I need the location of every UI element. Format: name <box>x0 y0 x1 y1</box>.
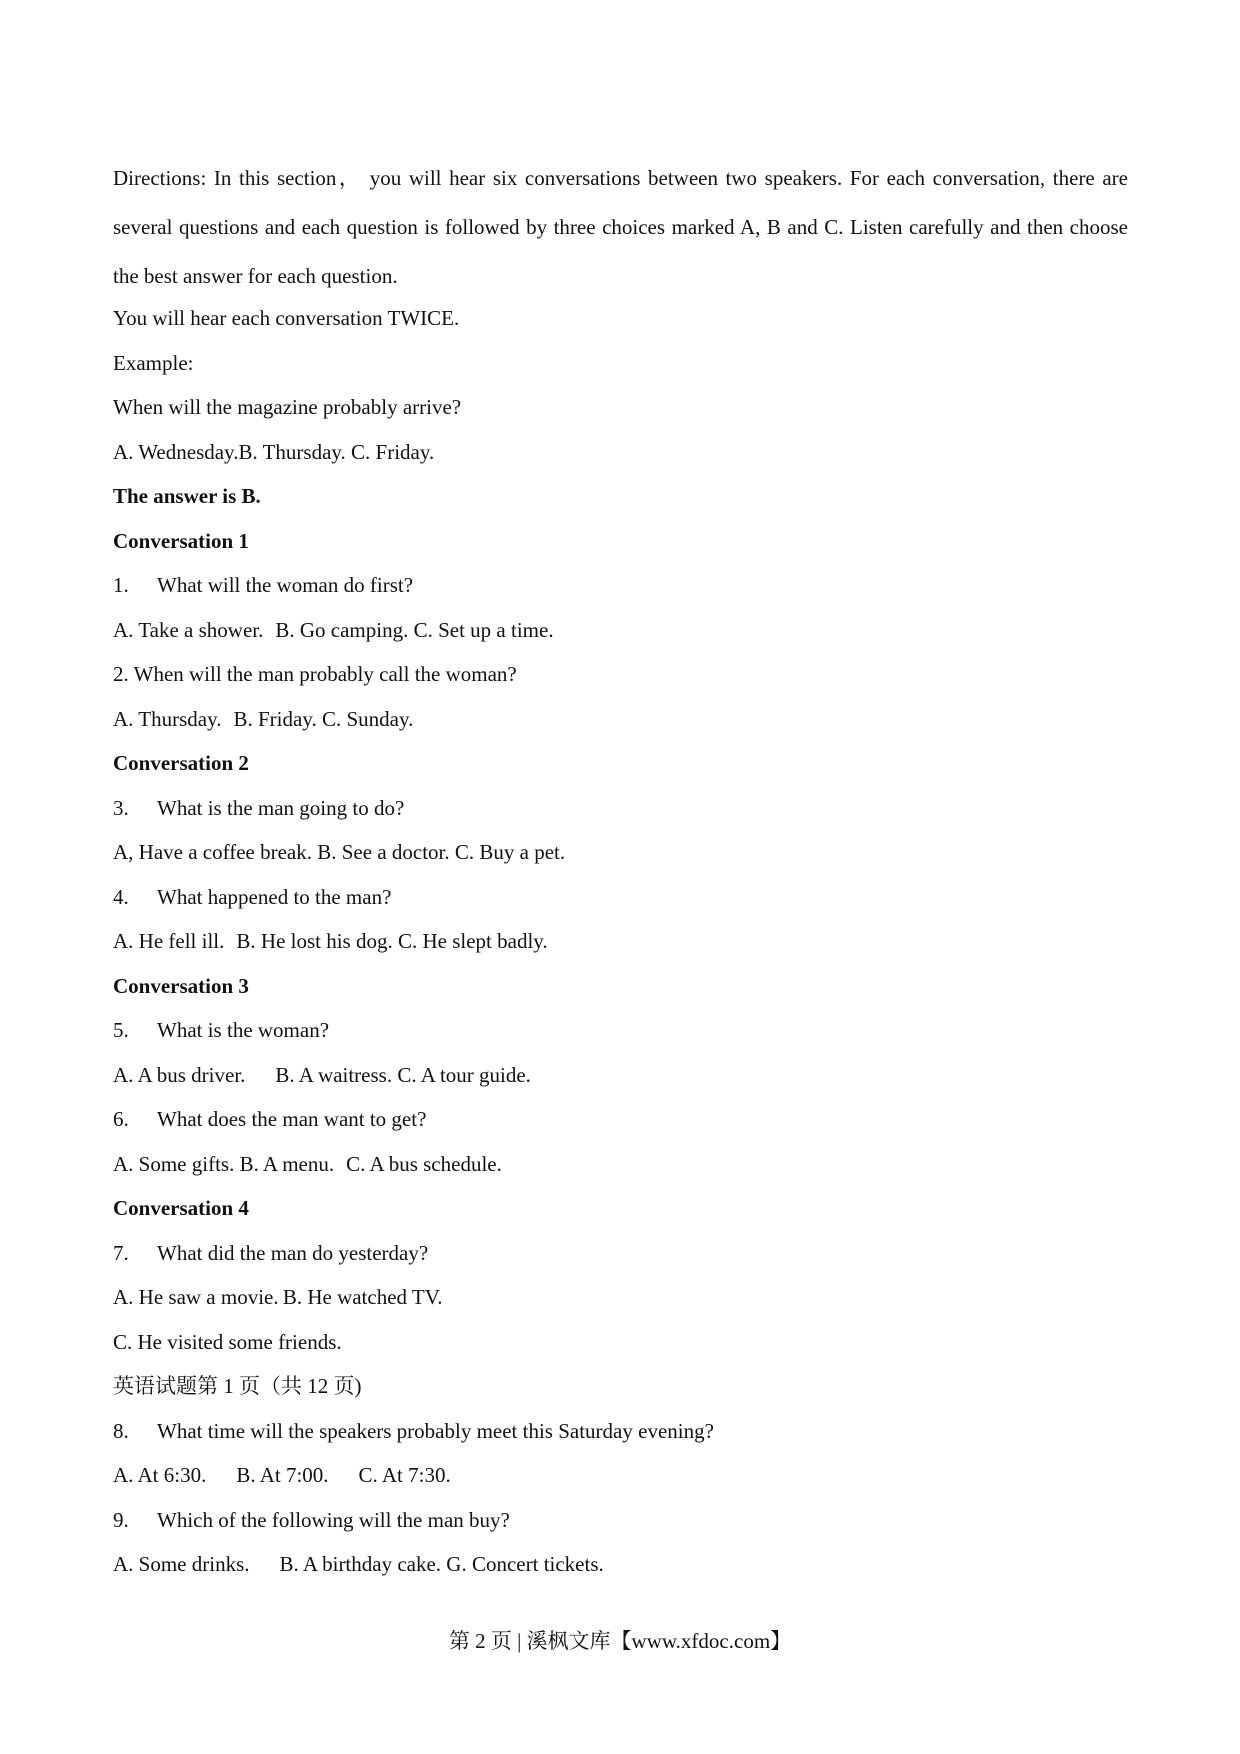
question-4 <box>113 882 391 912</box>
question-7 <box>113 1238 428 1268</box>
question-number: 3. <box>113 796 129 820</box>
question-text: What did the man do yesterday? <box>157 1241 429 1265</box>
question-number: 6. <box>113 1107 129 1131</box>
question-5 <box>113 1015 329 1045</box>
example-options: A. Wednesday.B. Thursday. C. Friday. <box>113 440 435 464</box>
question-text: Which of the following will the man buy? <box>157 1508 510 1532</box>
question-5-options <box>113 1060 531 1090</box>
question-text: What time will the speakers probably meet this Saturday evening? <box>157 1419 714 1443</box>
question-text: What happened to the man? <box>157 885 392 909</box>
question-2: 2. When will the man probably call the woman? <box>113 662 517 686</box>
option-bc: B. A waitress. C. A tour guide. <box>275 1063 531 1087</box>
conversation-3-heading: Conversation 3 <box>113 974 249 998</box>
option-a: A. Take a shower. <box>113 618 264 642</box>
question-number: 8. <box>113 1419 129 1443</box>
conversation-1-heading: Conversation 1 <box>113 529 249 553</box>
question-8 <box>113 1416 714 1446</box>
conversation-2-heading: Conversation 2 <box>113 751 249 775</box>
question-number: 4. <box>113 885 129 909</box>
question-7-options-2: C. He visited some friends. <box>113 1330 342 1354</box>
question-text: What is the man going to do? <box>157 796 405 820</box>
conversation-4-heading: Conversation 4 <box>113 1196 249 1220</box>
page-footer: 第 2 页 | 溪枫文库【www.xfdoc.com】 <box>448 1629 792 1653</box>
option-bc: B. Friday. C. Sunday. <box>233 707 414 731</box>
option-bc: B. A birthday cake. G. Concert tickets. <box>279 1552 604 1576</box>
directions-paragraph: Directions: In this section， you will hear six conversations between two speakers. For each conversation, there are several questions and each question is followed by three choices marked A, B and C. Listen carefully and then choose the best answer for each question. <box>113 166 1128 288</box>
example-answer: The answer is B. <box>113 484 261 508</box>
question-2-options <box>113 704 413 734</box>
option-c: C. A bus schedule. <box>346 1152 502 1176</box>
option-b: B. At 7:00. <box>236 1463 329 1487</box>
question-7-options-1: A. He saw a movie. B. He watched TV. <box>113 1285 443 1309</box>
question-text: What does the man want to get? <box>157 1107 427 1131</box>
question-number: 5. <box>113 1018 129 1042</box>
option-a: A. He fell ill. <box>113 929 225 953</box>
question-1 <box>113 570 413 600</box>
question-8-options <box>113 1460 451 1490</box>
option-bc: B. He lost his dog. C. He slept badly. <box>236 929 548 953</box>
option-a: A. At 6:30. <box>113 1463 207 1487</box>
option-a: A. A bus driver. <box>113 1063 246 1087</box>
question-text: What is the woman? <box>157 1018 330 1042</box>
question-text: What will the woman do first? <box>157 573 414 597</box>
page-marker: 英语试题第 1 页（共 12 页) <box>113 1374 362 1398</box>
example-label: Example: <box>113 351 194 375</box>
question-6-options <box>113 1149 502 1179</box>
question-3 <box>113 793 404 823</box>
question-6 <box>113 1104 426 1134</box>
example-question: When will the magazine probably arrive? <box>113 395 462 419</box>
option-bc: B. Go camping. C. Set up a time. <box>275 618 554 642</box>
twice-note: You will hear each conversation TWICE. <box>113 306 460 330</box>
question-number: 9. <box>113 1508 129 1532</box>
option-a: A. Some drinks. <box>113 1552 250 1576</box>
option-c: C. At 7:30. <box>358 1463 451 1487</box>
question-3-options: A, Have a coffee break. B. See a doctor. C. Buy a pet. <box>113 840 566 864</box>
question-1-options <box>113 615 554 645</box>
question-number: 1. <box>113 573 129 597</box>
option-a: A. Thursday. <box>113 707 222 731</box>
question-9-options <box>113 1549 604 1579</box>
question-4-options <box>113 926 548 956</box>
question-9 <box>113 1505 510 1535</box>
question-number: 7. <box>113 1241 129 1265</box>
option-ab: A. Some gifts. B. A menu. <box>113 1152 335 1176</box>
